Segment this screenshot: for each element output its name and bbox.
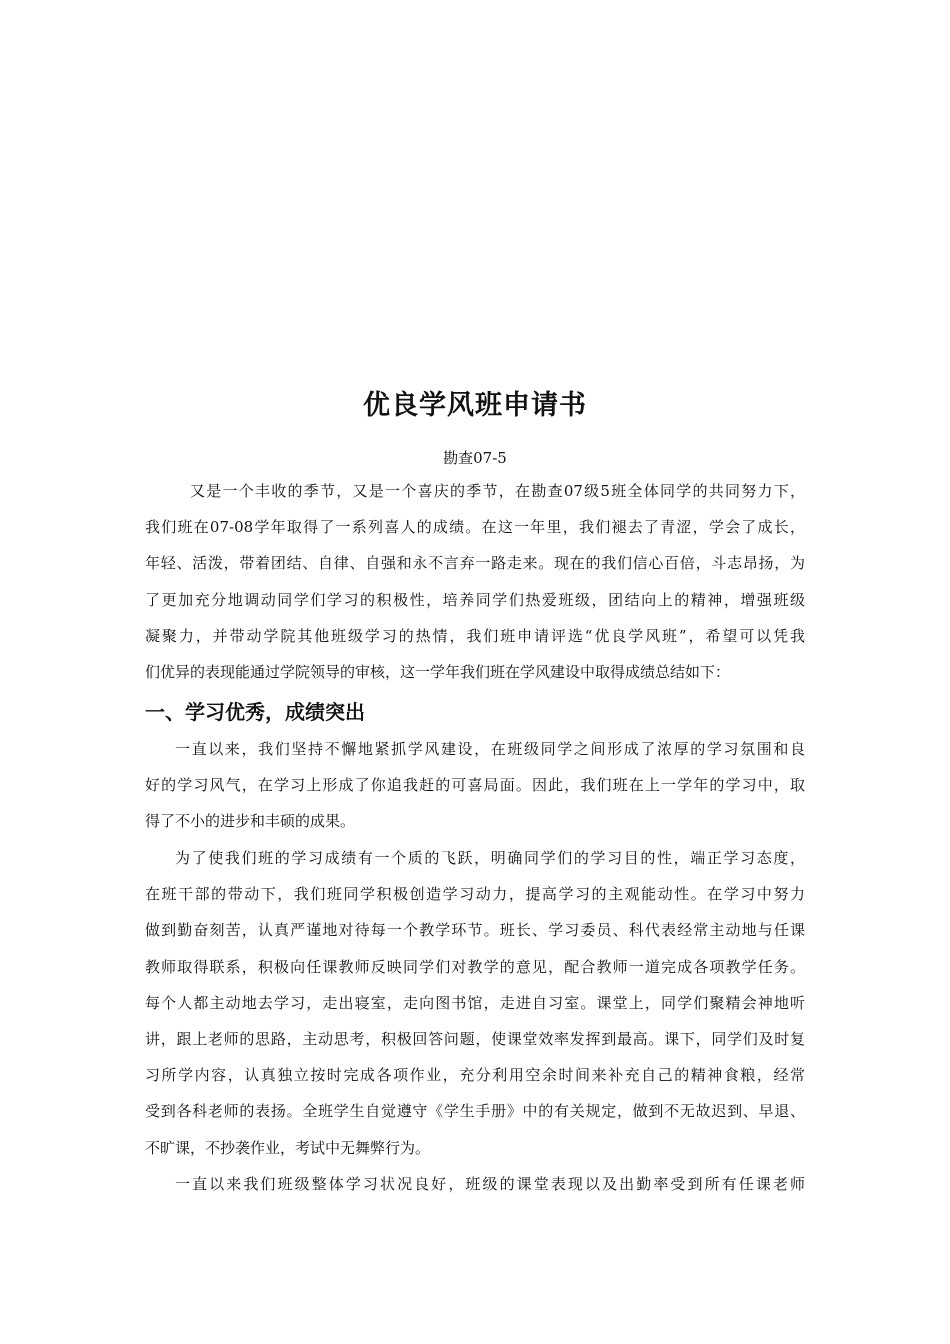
text-line: 一直以来我们班级整体学习状况良好，班级的课堂表现以及出勤率受到所有任课老师	[175, 1175, 805, 1193]
class-name: 勘查07-5	[443, 449, 507, 467]
text-line: 受到各科老师的表扬。全班学生自觉遵守《学生手册》中的有关规定，做到不无故迟到、早退、	[145, 1102, 805, 1121]
text-line: 们优异的表现能通过学院领导的审核，这一学年我们班在学风建设中取得成绩总结如下：	[145, 662, 731, 681]
body-paragraph-1	[145, 731, 805, 840]
text-line: 好的学习风气，在学习上形成了你追我赶的可喜局面。因此，我们班在上一学年的学习中，取	[145, 776, 805, 795]
text-line: 了更加充分地调动同学们学习的积极性，培养同学们热爱班级，团结向上的精神，增强班级	[145, 590, 805, 609]
body-paragraph-3	[145, 1166, 805, 1202]
text-line: 不旷课，不抄袭作业，考试中无舞弊行为。	[145, 1138, 431, 1157]
document-title: 优良学风班申请书	[363, 390, 587, 421]
text-line: 又是一个丰收的季节，又是一个喜庆的季节，在勘查07级5班全体同学的共同努力下，	[190, 482, 805, 500]
text-line: 习所学内容，认真独立按时完成各项作业，充分利用空余时间来补充自己的精神食粮，经常	[145, 1066, 805, 1085]
intro-paragraph	[145, 473, 805, 690]
text-line: 凝聚力，并带动学院其他班级学习的热情，我们班申请评选“优良学风班”，希望可以凭我	[145, 626, 805, 645]
text-line: 做到勤奋刻苦，认真严谨地对待每一个教学环节。班长、学习委员、科代表经常主动地与任课	[145, 921, 805, 940]
text-line: 年轻、活泼，带着团结、自律、自强和永不言弃一路走来。现在的我们信心百倍，斗志昂扬，为	[145, 554, 805, 573]
body-paragraph-2	[145, 840, 805, 1166]
text-line: 每个人都主动地去学习，走出寝室，走向图书馆，走进自习室。课堂上，同学们聚精会神地听	[145, 993, 805, 1012]
text-line: 得了不小的进步和丰硕的成果。	[145, 812, 356, 831]
text-line: 在班干部的带动下，我们班同学积极创造学习动力，提高学习的主观能动性。在学习中努力	[145, 885, 805, 904]
text-line: 我们班在07-08学年取得了一系列喜人的成绩。在这一年里，我们褪去了青涩，学会了成长，	[145, 518, 805, 537]
text-line: 教师取得联系，积极向任课教师反映同学们对教学的意见，配合教师一道完成各项教学任务。	[145, 957, 805, 976]
text-line: 讲，跟上老师的思路，主动思考，积极回答问题，使课堂效率发挥到最高。课下，同学们及时复	[145, 1029, 805, 1048]
text-line: 一直以来，我们坚持不懈地紧抓学风建设，在班级同学之间形成了浓厚的学习氛围和良	[175, 740, 805, 758]
section-heading: 一、学习优秀，成绩突出	[145, 700, 365, 724]
text-line: 为了使我们班的学习成绩有一个质的飞跃，明确同学们的学习目的性，端正学习态度，	[175, 849, 805, 867]
